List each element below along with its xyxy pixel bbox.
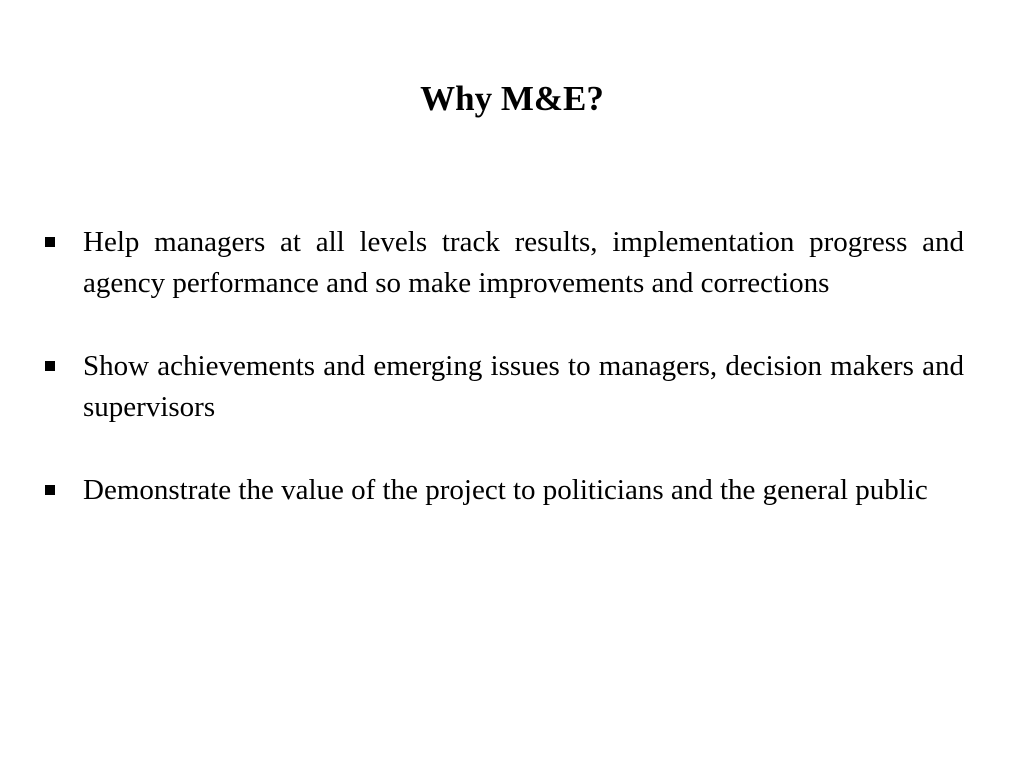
square-bullet-icon	[45, 237, 55, 247]
bullet-text: Help managers at all levels track results, implementation progress and agency performance and so make improvements and corrections	[83, 226, 964, 299]
slide-title: Why M&E?	[420, 79, 604, 118]
bullet-text: Show achievements and emerging issues to managers, decision makers and supervisors	[83, 350, 964, 423]
bullet-item	[40, 346, 964, 428]
square-bullet-icon	[45, 485, 55, 495]
bullet-item	[40, 222, 964, 304]
bullet-item	[40, 470, 964, 511]
bullet-text: Demonstrate the value of the project to politicians and the general public	[83, 474, 928, 506]
bullet-list	[40, 222, 964, 511]
square-bullet-icon	[45, 361, 55, 371]
